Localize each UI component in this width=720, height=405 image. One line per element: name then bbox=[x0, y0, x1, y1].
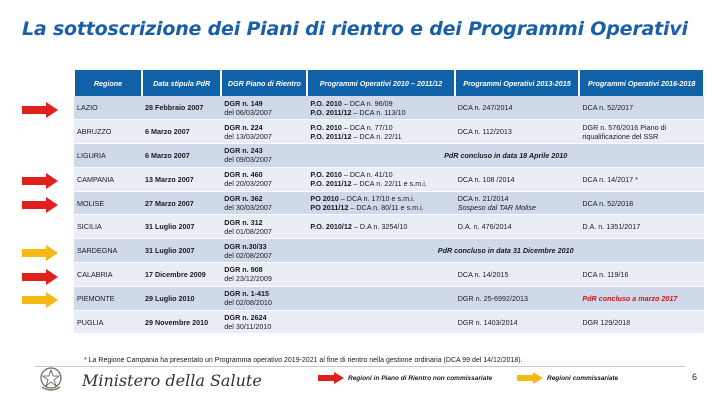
red-arrow-icon bbox=[22, 197, 58, 213]
table-row bbox=[74, 144, 704, 168]
po-2016-cell bbox=[579, 96, 704, 120]
po-2010-cell bbox=[307, 96, 454, 120]
po-text: – DCA n. 77/10 bbox=[341, 122, 393, 132]
po-2013-value: DCA n. 108 /2014 bbox=[457, 174, 515, 184]
dgr-date: del 02/08/2010 bbox=[224, 298, 272, 308]
po-label: P.O. 2010 bbox=[310, 122, 342, 132]
date-cell bbox=[142, 215, 221, 239]
red-arrow-icon bbox=[22, 269, 58, 285]
yellow-arrow-icon bbox=[517, 372, 543, 384]
po-line bbox=[310, 123, 451, 132]
dgr-date: del 02/08/2007 bbox=[224, 250, 272, 260]
po-2016-cell bbox=[579, 286, 704, 310]
po-line bbox=[310, 170, 451, 179]
region-name: SARDEGNA bbox=[77, 246, 118, 256]
header-regione: Regione bbox=[74, 70, 142, 96]
dgr-cell bbox=[221, 96, 307, 120]
dgr-number: DGR n. 243 bbox=[224, 146, 263, 156]
legend-red bbox=[318, 372, 492, 384]
region-cell bbox=[74, 120, 142, 144]
header-po-2010: Programmi Operativi 2010 – 2011/12 bbox=[307, 70, 454, 96]
region-name: SICILIA bbox=[77, 222, 102, 232]
po-2013-cell bbox=[455, 286, 580, 310]
po-text: – D.A n. 3254/10 bbox=[351, 222, 408, 232]
table-row bbox=[74, 215, 704, 239]
region-name: LAZIO bbox=[77, 103, 98, 113]
po-label: P.O. 2011/12 bbox=[310, 107, 352, 117]
piani-rientro-table bbox=[73, 70, 705, 334]
po-2010-cell bbox=[307, 286, 454, 310]
po-2010-cell bbox=[307, 215, 454, 239]
header-data-stipula: Data stipula PdR bbox=[142, 70, 221, 96]
po-2013-cell bbox=[455, 96, 580, 120]
po-label: P.O. 2010/12 bbox=[310, 222, 352, 232]
stipula-date: 6 Marzo 2007 bbox=[144, 150, 190, 160]
table-row bbox=[74, 239, 704, 263]
dgr-number: DGR n. 2624 bbox=[224, 313, 267, 323]
po-line bbox=[310, 108, 451, 117]
ministry-logo-text: Ministero della Salute bbox=[82, 371, 262, 390]
po-2013-cell bbox=[455, 120, 580, 144]
italian-emblem-icon bbox=[38, 365, 64, 393]
po-2013-value: DCA n. 247/2014 bbox=[457, 103, 513, 113]
po-2016-value: DCA n. 52/2018 bbox=[582, 198, 634, 208]
region-cell bbox=[74, 96, 142, 120]
dgr-date: del 13/03/2007 bbox=[224, 131, 272, 141]
legend-yellow-label: Regioni commissariate bbox=[547, 374, 619, 382]
red-arrow-icon bbox=[22, 173, 58, 189]
po-text: – DCA n. 17/10 e s.m.i. bbox=[338, 194, 415, 204]
po-label: P.O. 2010 bbox=[310, 98, 342, 108]
footnote: * La Regione Campania ha presentato un Programma operativo 2019-2021 al fine di rientro nella gestione ordinaria (DCA 99 del 14/12/2018). bbox=[84, 357, 523, 364]
table-row bbox=[74, 191, 704, 215]
dgr-date: del 01/08/2007 bbox=[224, 226, 272, 236]
span-cell bbox=[307, 144, 704, 168]
concluded-note: PdR concluso in data 18 Aprile 2010 bbox=[444, 150, 568, 160]
stipula-date: 27 Marzo 2007 bbox=[144, 198, 194, 208]
legend-red-label: Regioni in Piano di Rientro non commissariate bbox=[348, 374, 493, 382]
dgr-cell bbox=[221, 263, 307, 287]
stipula-date: 6 Marzo 2007 bbox=[144, 127, 190, 137]
po-label: P.O. 2010 bbox=[310, 170, 342, 180]
span-cell bbox=[307, 239, 704, 263]
dgr-number: DGR n. 460 bbox=[224, 170, 263, 180]
footer-divider bbox=[35, 366, 685, 367]
date-cell bbox=[142, 167, 221, 191]
date-cell bbox=[142, 310, 221, 334]
red-arrow-icon bbox=[22, 102, 58, 118]
po-2013-cell bbox=[455, 215, 580, 239]
dgr-cell bbox=[221, 215, 307, 239]
po-2013-cell bbox=[455, 263, 580, 287]
region-name: CALABRIA bbox=[77, 269, 113, 279]
dgr-cell bbox=[221, 286, 307, 310]
po-2010-cell bbox=[307, 191, 454, 215]
region-cell bbox=[74, 286, 142, 310]
po-label: PO 2011/12 bbox=[310, 203, 349, 213]
page-number: 6 bbox=[692, 372, 698, 382]
po-2010-cell bbox=[307, 167, 454, 191]
dgr-number: DGR n. 362 bbox=[224, 194, 263, 204]
region-name: CAMPANIA bbox=[77, 174, 115, 184]
po-2016-cell bbox=[579, 120, 704, 144]
dgr-number: DGR n. 312 bbox=[224, 217, 263, 227]
region-cell bbox=[74, 263, 142, 287]
dgr-cell bbox=[221, 167, 307, 191]
po-text: – DCA n. 22/11 bbox=[351, 131, 402, 141]
yellow-arrow-icon bbox=[22, 245, 58, 261]
po-2016-cell bbox=[579, 191, 704, 215]
po-2013-value: DCA n. 21/2014 bbox=[457, 194, 509, 204]
stipula-date: 17 Dicembre 2009 bbox=[144, 269, 206, 279]
po-2013-value: DCA n. 14/2015 bbox=[457, 269, 509, 279]
date-cell bbox=[142, 263, 221, 287]
dgr-cell bbox=[221, 239, 307, 263]
dgr-number: DGR n. 908 bbox=[224, 265, 263, 275]
po-2013-cell bbox=[455, 310, 580, 334]
dgr-number: DGR n.30/33 bbox=[224, 241, 267, 251]
po-2016-value: DCA n. 14/2017 * bbox=[582, 174, 638, 184]
po-2013-value: DGR n. 25-6992/2013 bbox=[457, 293, 529, 303]
po-2013-sub: Sospeso dal TAR Molise bbox=[457, 203, 536, 213]
dgr-date: del 30/03/2007 bbox=[224, 203, 272, 213]
po-line bbox=[310, 203, 451, 212]
po-line bbox=[310, 222, 451, 231]
table-row bbox=[74, 120, 704, 144]
po-2013-value: DCA n. 112/2013 bbox=[457, 127, 512, 137]
po-text: – DCA n. 113/10 bbox=[351, 107, 406, 117]
po-label: PO 2010 bbox=[310, 194, 339, 204]
dgr-number: DGR n. 149 bbox=[224, 98, 263, 108]
header-po-2013: Programmi Operativi 2013-2015 bbox=[455, 70, 580, 96]
dgr-date: del 20/03/2007 bbox=[224, 179, 272, 189]
po-2013-value: D.A. n. 476/2014 bbox=[457, 222, 512, 232]
region-name: PIEMONTE bbox=[77, 293, 115, 303]
stipula-date: 29 Novembre 2010 bbox=[144, 317, 209, 327]
po-2010-cell bbox=[307, 120, 454, 144]
table-row bbox=[74, 96, 704, 120]
po-line bbox=[310, 179, 451, 188]
region-name: ABRUZZO bbox=[77, 127, 112, 137]
dgr-date: del 06/03/2007 bbox=[224, 107, 272, 117]
region-name: MOLISE bbox=[77, 198, 105, 208]
table-row bbox=[74, 263, 704, 287]
region-cell bbox=[74, 310, 142, 334]
header-dgr: DGR Piano di Rientro bbox=[221, 70, 307, 96]
dgr-date: del 09/03/2007 bbox=[224, 155, 272, 165]
dgr-cell bbox=[221, 120, 307, 144]
page-title: La sottoscrizione dei Piani di rientro e dei Programmi Operativi bbox=[22, 18, 688, 40]
po-2010-cell bbox=[307, 263, 454, 287]
po-2016-value: DCA n. 119/16 bbox=[582, 269, 629, 279]
po-2013-cell bbox=[455, 167, 580, 191]
dgr-number: DGR n. 224 bbox=[224, 122, 263, 132]
po-2016-cell bbox=[579, 167, 704, 191]
po-2016-value: PdR concluso a marzo 2017 bbox=[582, 293, 678, 303]
dgr-date: del 23/12/2009 bbox=[224, 274, 272, 284]
po-2013-cell bbox=[455, 191, 580, 215]
po-text: – DCA n. 22/11 e s.m.i. bbox=[351, 179, 427, 189]
dgr-cell bbox=[221, 310, 307, 334]
stipula-date: 31 Luglio 2007 bbox=[144, 246, 195, 256]
region-cell bbox=[74, 144, 142, 168]
po-line bbox=[310, 99, 451, 108]
po-2010-cell bbox=[307, 310, 454, 334]
legend-yellow bbox=[517, 372, 618, 384]
po-2016-value: D.A. n. 1351/2017 bbox=[582, 222, 641, 232]
po-text: – DCA n. 96/09 bbox=[341, 98, 393, 108]
region-cell bbox=[74, 239, 142, 263]
dgr-number: DGR n. 1-415 bbox=[224, 289, 270, 299]
date-cell bbox=[142, 286, 221, 310]
region-name: PUGLIA bbox=[77, 317, 104, 327]
dgr-cell bbox=[221, 191, 307, 215]
table-header-row bbox=[74, 70, 704, 96]
region-cell bbox=[74, 215, 142, 239]
stipula-date: 13 Marzo 2007 bbox=[144, 174, 194, 184]
po-text: – DCA n. 80/11 e s.m.i. bbox=[348, 203, 424, 213]
dgr-date: del 30/11/2010 bbox=[224, 322, 272, 332]
red-arrow-icon bbox=[318, 372, 344, 384]
po-2016-value: DGR 129/2018 bbox=[582, 317, 631, 327]
po-2016-value: DGR n. 576/2016 Piano di riqualificazione del SSR bbox=[582, 122, 667, 141]
date-cell bbox=[142, 239, 221, 263]
header-po-2016: Programmi Operativi 2016-2018 bbox=[579, 70, 704, 96]
region-name: LIGURIA bbox=[77, 150, 106, 160]
stipula-date: 29 Luglio 2010 bbox=[144, 293, 195, 303]
po-line bbox=[310, 132, 451, 141]
table-row bbox=[74, 286, 704, 310]
po-2016-cell bbox=[579, 310, 704, 334]
dgr-cell bbox=[221, 144, 307, 168]
date-cell bbox=[142, 191, 221, 215]
concluded-note: PdR concluso in data 31 Dicembre 2010 bbox=[437, 246, 574, 256]
table-row bbox=[74, 310, 704, 334]
region-cell bbox=[74, 191, 142, 215]
date-cell bbox=[142, 120, 221, 144]
po-label: P.O. 2011/12 bbox=[310, 179, 352, 189]
date-cell bbox=[142, 96, 221, 120]
po-2016-cell bbox=[579, 263, 704, 287]
po-line bbox=[310, 194, 451, 203]
po-2016-value: DCA n. 52/2017 bbox=[582, 103, 634, 113]
date-cell bbox=[142, 144, 221, 168]
po-text: – DCA n. 41/10 bbox=[341, 170, 393, 180]
po-label: P.O. 2011/12 bbox=[310, 131, 352, 141]
po-2013-value: DGR n. 1403/2014 bbox=[457, 317, 518, 327]
yellow-arrow-icon bbox=[22, 292, 58, 308]
stipula-date: 28 Febbraio 2007 bbox=[144, 103, 204, 113]
region-cell bbox=[74, 167, 142, 191]
po-2016-cell bbox=[579, 215, 704, 239]
table-row bbox=[74, 167, 704, 191]
stipula-date: 31 Luglio 2007 bbox=[144, 222, 195, 232]
